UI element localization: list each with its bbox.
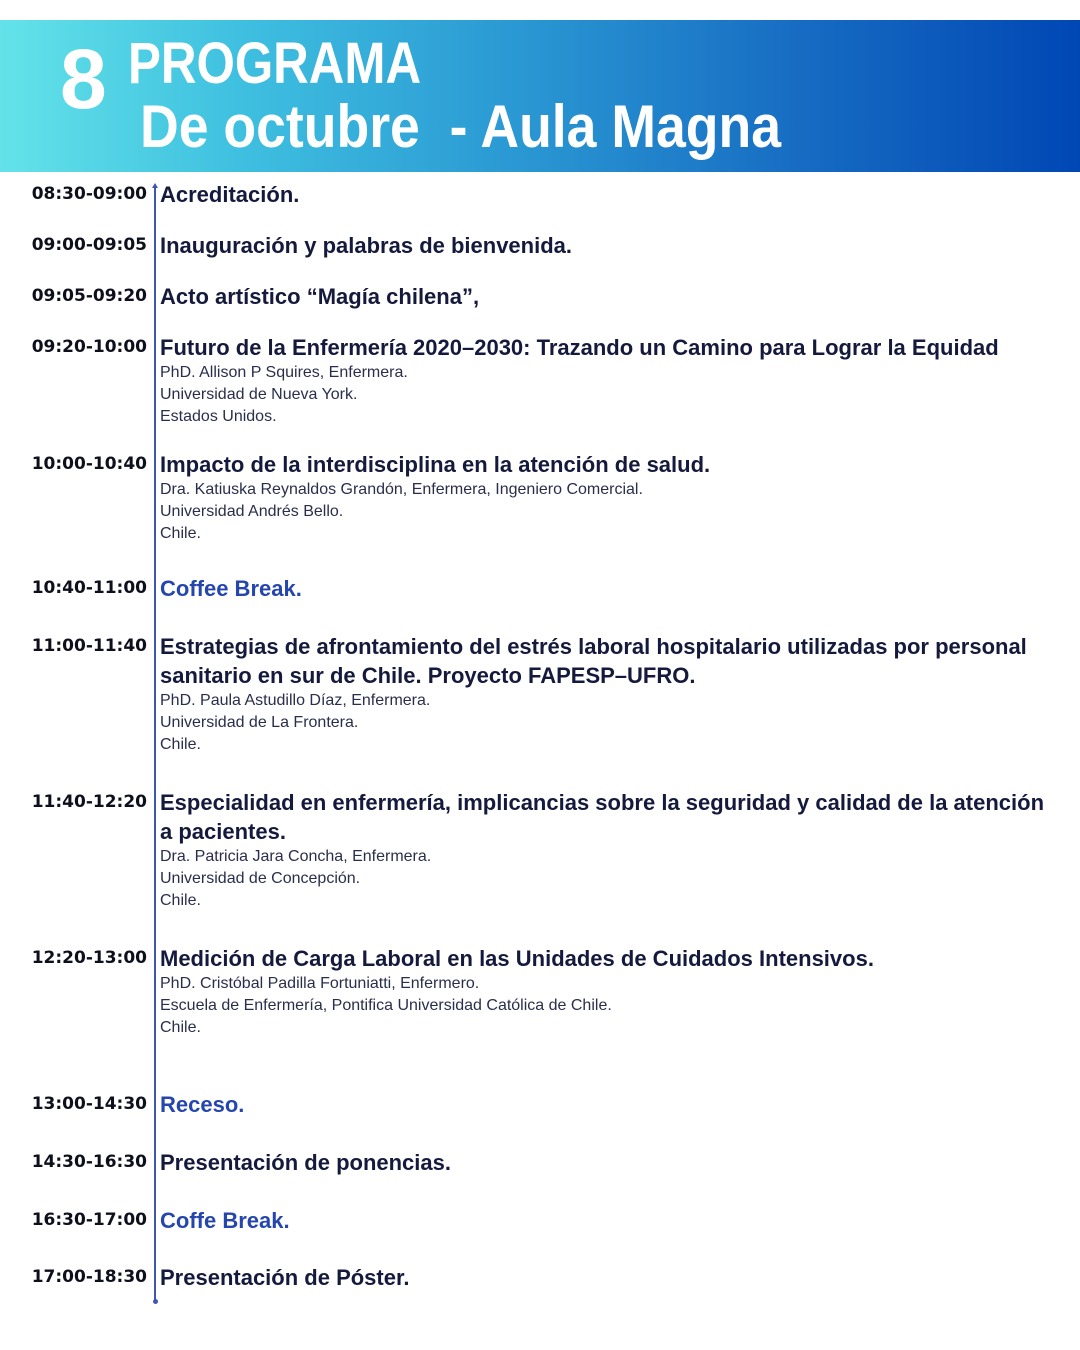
entry-time: 14:30-16:30 [31, 1152, 147, 1172]
entry-title-line: Presentación de ponencias. [160, 1150, 451, 1175]
entry-title [160, 788, 1044, 912]
timeline-arrow-icon [152, 183, 158, 188]
entry-institution: Universidad Andrés Bello. [160, 503, 344, 520]
entry-time: 12:20-13:00 [31, 948, 147, 968]
entry-time: 11:00-11:40 [31, 636, 147, 656]
entry-time: 08:30-09:00 [31, 184, 147, 204]
entry-title-line: Impacto de la interdisciplina en la atención de salud. [160, 452, 711, 477]
entry-speaker: Dra. Katiuska Reynaldos Grandón, Enfermera, Ingeniero Comercial. [160, 481, 643, 498]
entry-title-line: Receso. [160, 1092, 245, 1117]
entry-title [160, 180, 299, 209]
entry-title-line: Estrategias de afrontamiento del estrés laboral hospitalario utilizadas por personal [160, 634, 1027, 659]
entry-time: 16:30-17:00 [31, 1210, 147, 1230]
day-number: 8 [60, 32, 107, 126]
entry-institution: Escuela de Enfermería, Pontifica Universidad Católica de Chile. [160, 997, 612, 1014]
entry-title [160, 574, 302, 603]
header-banner [0, 20, 1080, 172]
entry-title [160, 450, 710, 545]
timeline-line [154, 186, 156, 1301]
program-title: PROGRAMA [128, 31, 422, 96]
entry-country: Chile. [160, 1019, 201, 1036]
entry-title-line: Acreditación. [160, 182, 300, 207]
entry-country: Chile. [160, 525, 201, 542]
entry-title [160, 1263, 409, 1292]
entry-title-line: Presentación de Póster. [160, 1265, 410, 1290]
entry-time: 17:00-18:30 [31, 1267, 147, 1287]
entry-time: 09:20-10:00 [31, 337, 147, 357]
entry-title-line: Medición de Carga Laboral en las Unidades de Cuidados Intensivos. [160, 946, 874, 971]
entry-institution: Universidad de Concepción. [160, 870, 361, 887]
entry-title [160, 1206, 290, 1235]
entry-title-line: Inauguración y palabras de bienvenida. [160, 233, 573, 258]
entry-time: 13:00-14:30 [31, 1094, 147, 1114]
entry-title [160, 231, 572, 260]
entry-speaker: PhD. Allison P Squires, Enfermera. [160, 364, 408, 381]
entry-title-line: Coffee Break. [160, 576, 302, 601]
entry-title [160, 944, 874, 1039]
entry-time: 10:00-10:40 [31, 454, 147, 474]
entry-title-line: a pacientes. [160, 819, 286, 844]
entry-country: Chile. [160, 892, 201, 909]
entry-title-line: sanitario en sur de Chile. Proyecto FAPESP–UFRO. [160, 663, 696, 688]
program-subtitle: De octubre - Aula Magna [140, 93, 782, 160]
entry-title [160, 1148, 451, 1177]
entry-institution: Universidad de Nueva York. [160, 386, 358, 403]
entry-title-line: Especialidad en enfermería, implicancias sobre la seguridad y calidad de la atención [160, 790, 1045, 815]
entry-title [160, 1090, 244, 1119]
entry-institution: Universidad de La Frontera. [160, 714, 359, 731]
entry-time: 11:40-12:20 [31, 792, 147, 812]
entry-country: Estados Unidos. [160, 408, 277, 425]
entry-title-line: Futuro de la Enfermería 2020–2030: Trazando un Camino para Lograr la Equidad [160, 335, 999, 360]
entry-time: 09:00-09:05 [31, 235, 147, 255]
entry-title-line: Coffe Break. [160, 1208, 290, 1233]
entry-title-line: Acto artístico “Magía chilena”, [160, 284, 480, 309]
entry-time: 09:05-09:20 [31, 286, 147, 306]
entry-title [160, 333, 999, 428]
entry-title [160, 282, 479, 311]
timeline-end-dot [153, 1299, 158, 1304]
entry-speaker: Dra. Patricia Jara Concha, Enfermera. [160, 848, 432, 865]
entry-title [160, 632, 1027, 756]
entry-country: Chile. [160, 736, 201, 753]
entry-time: 10:40-11:00 [31, 578, 147, 598]
entry-speaker: PhD. Paula Astudillo Díaz, Enfermera. [160, 692, 431, 709]
entry-speaker: PhD. Cristóbal Padilla Fortuniatti, Enfermero. [160, 975, 480, 992]
